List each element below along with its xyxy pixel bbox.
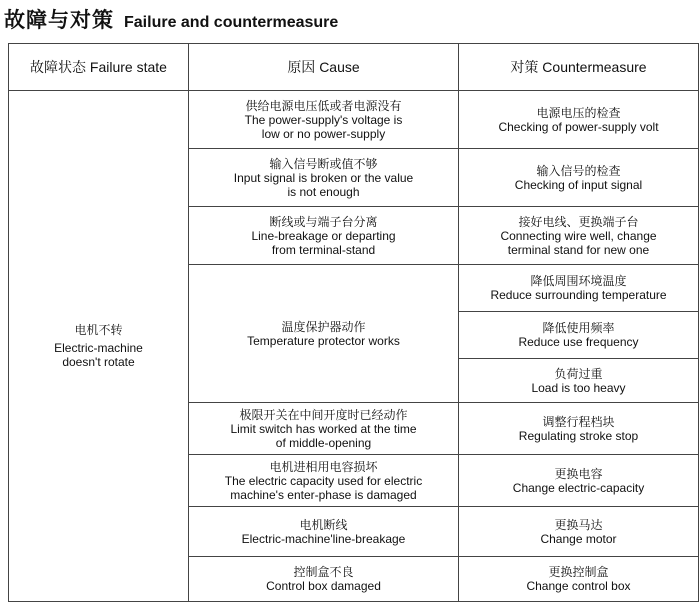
countermeasure-cell — [459, 359, 699, 403]
cause-en1: Control box damaged — [266, 579, 381, 593]
cause-en1: Line-breakage or departing — [251, 228, 396, 243]
header-cause: 原因 Cause — [189, 44, 459, 91]
cause-en1: The power-supply's voltage is — [244, 112, 403, 127]
cause-cell — [189, 455, 459, 507]
measure-zh: 接好电线、更换端子台 — [518, 214, 639, 229]
cause-cell — [189, 507, 459, 557]
page-title-zh: 故障与对策 — [4, 9, 114, 32]
cause-zh: 供给电源电压低或者电源没有 — [245, 98, 402, 113]
cause-zh: 温度保护器动作 — [281, 319, 366, 334]
cause-en2: low or no power-supply — [261, 126, 386, 141]
measure-en1: Change control box — [526, 579, 631, 593]
countermeasure-cell — [459, 149, 699, 207]
page-title — [4, 6, 338, 36]
cause-zh: 极限开关在中间开度时已经动作 — [239, 407, 408, 422]
page-title-en: Failure and countermeasure — [124, 14, 339, 31]
countermeasure-cell — [459, 455, 699, 507]
cause-en1: The electric capacity used for electric — [224, 473, 423, 488]
countermeasure-cell — [459, 403, 699, 455]
cause-en2: machine's enter-phase is damaged — [230, 487, 417, 502]
cause-cell — [189, 265, 459, 403]
cause-en2: from terminal-stand — [271, 242, 376, 257]
cause-en1: Temperature protector works — [247, 333, 400, 348]
measure-en2: terminal stand for new one — [507, 242, 650, 257]
failure-state-en2: doesn't rotate — [62, 355, 135, 369]
measure-zh: 降低周围环境温度 — [530, 274, 627, 288]
measure-zh: 电源电压的检查 — [536, 105, 621, 120]
measure-en1: Regulating stroke stop — [518, 428, 639, 443]
cause-zh: 断线或与端子台分离 — [269, 214, 378, 229]
measure-zh: 更换电容 — [554, 466, 603, 481]
cause-cell — [189, 91, 459, 149]
cause-en2: is not enough — [287, 184, 360, 199]
measure-en1: Load is too heavy — [531, 380, 626, 395]
measure-en1: Checking of power-supply volt — [498, 119, 659, 134]
cause-zh: 输入信号断或值不够 — [269, 156, 378, 171]
cause-cell — [189, 557, 459, 602]
measure-zh: 输入信号的检查 — [536, 163, 621, 178]
countermeasure-cell — [459, 207, 699, 265]
measure-zh: 更换控制盒 — [548, 565, 609, 579]
cause-zh: 控制盒不良 — [293, 565, 354, 579]
cause-en1: Limit switch has worked at the time — [230, 421, 417, 436]
cause-zh: 电机断线 — [299, 517, 348, 532]
measure-en1: Reduce surrounding temperature — [490, 288, 667, 302]
countermeasure-cell — [459, 507, 699, 557]
header-failure-state: 故障状态 Failure state — [9, 44, 189, 91]
failure-state-zh: 电机不转 — [74, 323, 123, 337]
cause-en1: Input signal is broken or the value — [233, 170, 414, 185]
cause-en1: Electric-machine'line-breakage — [241, 531, 406, 546]
failure-state-cell — [9, 91, 189, 602]
countermeasure-cell — [459, 91, 699, 149]
measure-zh: 调整行程档块 — [542, 414, 615, 429]
table-row — [9, 91, 699, 149]
failure-table — [8, 43, 699, 602]
countermeasure-cell — [459, 265, 699, 312]
cause-cell — [189, 403, 459, 455]
header-row — [9, 44, 699, 91]
measure-en1: Change electric-capacity — [512, 480, 645, 495]
failure-state-en1: Electric-machine — [54, 341, 143, 355]
cause-en2: of middle-opening — [275, 435, 372, 450]
measure-en1: Reduce use frequency — [518, 335, 639, 349]
measure-zh: 负荷过重 — [554, 366, 603, 381]
countermeasure-cell — [459, 557, 699, 602]
measure-en1: Connecting wire well, change — [500, 228, 657, 243]
measure-en1: Checking of input signal — [514, 177, 643, 192]
measure-zh: 更换马达 — [554, 517, 603, 532]
measure-zh: 降低使用频率 — [542, 321, 615, 335]
measure-en1: Change motor — [540, 531, 617, 546]
header-countermeasure: 对策 Countermeasure — [459, 44, 699, 91]
cause-cell — [189, 207, 459, 265]
countermeasure-cell — [459, 312, 699, 359]
cause-zh: 电机进相用电容损坏 — [269, 459, 378, 474]
cause-cell — [189, 149, 459, 207]
